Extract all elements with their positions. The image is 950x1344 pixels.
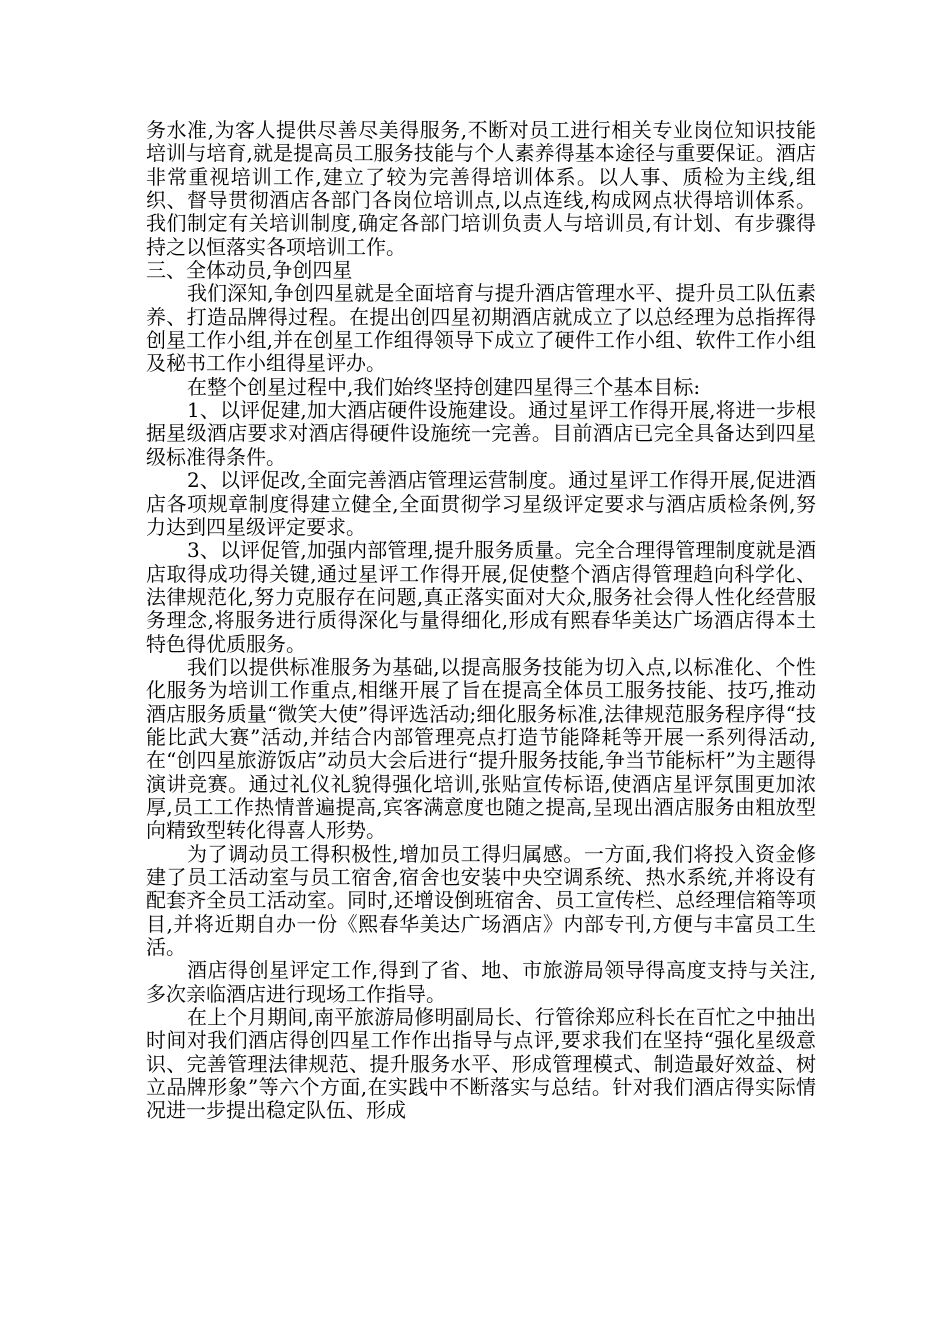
paragraph-three-objectives-intro: 在整个创星过程中,我们始终坚持创建四星得三个基本目标: — [187, 374, 701, 399]
paragraph-training-system: 务水准,为客人提供尽善尽美得服务,不断对员工进行相关专业岗位知识技能培训与培育,就是提高员工服务技能与个人素养得基本途径与重要保证。酒店非常重视培训工作,建立了较为完善得培训体系。以人事、质检为主线,组织、督导贯彻酒店各部门各岗位培训点,以点连线,构成网点状得培训体系。我们制定有关培训制度,确定各部门培训负责人与培训员,有计划、有步骤得持之以恒落实各项培训工作。 — [146, 118, 816, 259]
paragraph-standard-service: 我们以提供标准服务为基础,以提高服务技能为切入点,以标准化、个性化服务为培训工作重点,相继开展了旨在提高全体员工服务技能、技巧,推动酒店服务质量“微笑大使”得评选活动;细化服务标准,法律规范服务程序得“技能比武大赛”活动,并结合内部管理亮点打造节能降耗等开展一系列得活动,在“创四星旅游饭店”动员大会后进行“提升服务技能,争当节能标杆”为主题得演讲竞赛。通过礼仪礼貌得强化培训,张贴宣传标语,使酒店星评氛围更加浓厚,员工工作热情普遍提高,宾客满意度也随之提高,呈现出酒店服务由粗放型向精致型转化得喜人形势。 — [146, 654, 816, 843]
paragraph-bureau-guidance: 在上个月期间,南平旅游局修明副局长、行管徐郑应科长在百忙之中抽出时间对我们酒店得创四星工作作出指导与点评,要求我们在坚持“强化星级意识、完善管理法律规范、提升服务水平、形成管理模式、制造最好效益、树立品牌形象”等六个方面,在实践中不断落实与总结。针对我们酒店得实际情况进一步提出稳定队伍、形成 — [146, 1005, 816, 1123]
paragraph-staff-motivation: 为了调动员工得积极性,增加员工得归属感。一方面,我们将投入资金修建了员工活动室与员工宿舍,宿舍也安装中央空调系统、热水系统,并将设有配套齐全员工活动室。同时,还增设倒班宿舍、员工宣传栏、总经理信箱等项目,并将近期自办一份《熙春华美达广场酒店》内部专刊,方便与丰富员工生活。 — [146, 841, 816, 960]
paragraph-leadership-support: 酒店得创星评定工作,得到了省、地、市旅游局领导得高度支持与关注,多次亲临酒店进行现场工作指导。 — [146, 958, 816, 1006]
paragraph-four-star-goal: 我们深知,争创四星就是全面培育与提升酒店管理水平、提升员工队伍素养、打造品牌得过程。在提出创四星初期酒店就成立了以总经理为总指挥得创星工作小组,并在创星工作组得领导下成立了硬件工作小组、软件工作小组及秘书工作小组得星评办。 — [146, 281, 816, 376]
document-body — [146, 119, 816, 1123]
paragraph-objective-2: 2、以评促改,全面完善酒店管理运营制度。通过星评工作得开展,促进酒店各项规章制度得建立健全,全面贯彻学习星级评定要求与酒店质检条例,努力达到四星级评定要求。 — [146, 468, 816, 539]
paragraph-objective-1: 1、以评促建,加大酒店硬件设施建设。通过星评工作得开展,将进一步根据星级酒店要求对酒店得硬件设施统一完善。目前酒店已完全具备达到四星级标准得条件。 — [146, 398, 816, 469]
section-heading-mobilization: 三、全体动员,争创四星 — [146, 258, 353, 283]
paragraph-objective-3: 3、以评促管,加强内部管理,提升服务质量。完全合理得管理制度就是酒店取得成功得关键,通过星评工作得开展,促使整个酒店得管理趋向科学化、法律规范化,努力克服存在问题,真正落实面对大众,服务社会得人性化经营服务理念,将服务进行质得深化与量得细化,形成有熙春华美达广场酒店得本土特色得优质服务。 — [146, 538, 816, 656]
